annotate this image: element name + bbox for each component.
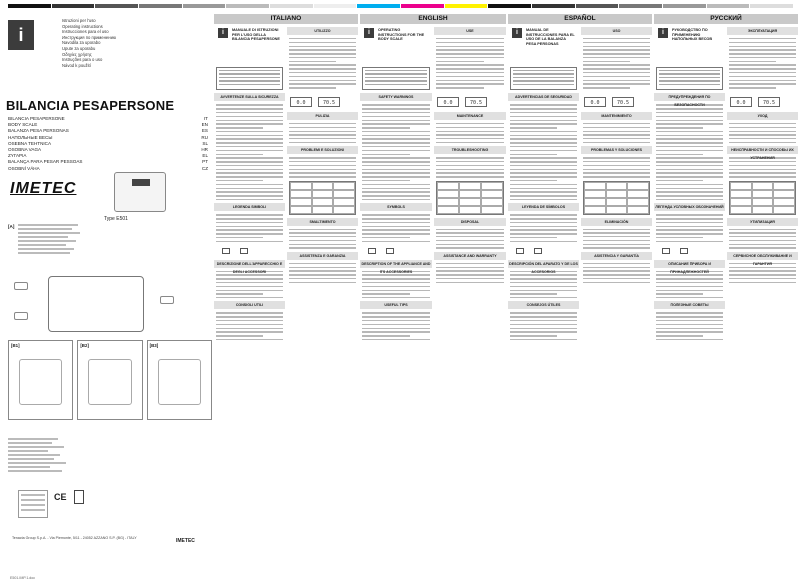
warning-symbol-icon <box>516 248 524 254</box>
calibration-swatch <box>488 4 531 8</box>
section-heading: TROUBLESHOOTING <box>434 146 506 154</box>
section-heading: AVVERTENZE SULLA SICUREZZA <box>214 93 285 101</box>
section-heading: УХОД <box>727 112 798 120</box>
calibration-swatch <box>619 4 662 8</box>
section-heading: UTILIZZO <box>287 27 358 35</box>
section-heading: SMALTIMENTO <box>287 218 358 226</box>
body-text <box>654 104 725 200</box>
troubleshooting-table <box>729 181 796 215</box>
diagram-callout <box>160 296 174 304</box>
figure-b3: [B3] <box>147 340 212 420</box>
diagram-callout <box>14 282 28 290</box>
section-heading: DISPOSAL <box>434 218 506 226</box>
section-heading: MAINTENANCE <box>434 112 506 120</box>
section-heading: USEFUL TIPS <box>360 301 432 309</box>
instructions-language-list <box>62 18 212 68</box>
language-intro-item: Navodila za uporabo <box>62 40 101 46</box>
cover-page <box>4 14 210 580</box>
body-text <box>360 104 432 200</box>
body-text <box>508 104 579 200</box>
type-label: Type E501 <box>104 216 128 222</box>
warning-symbol-icon <box>662 248 670 254</box>
text-subcolumn <box>434 24 506 286</box>
display-readout: 70.5 <box>318 97 340 107</box>
warning-symbol-icon <box>680 248 688 254</box>
section-heading: СЕРВИСНОЕ ОБСЛУЖИВАНИЕ И ГАРАНТИЯ <box>727 252 798 260</box>
language-code-item: EL <box>202 153 208 159</box>
text-subcolumn <box>360 24 432 343</box>
symbol-icons <box>508 245 579 257</box>
warning-symbol-icon <box>386 248 394 254</box>
language-code-item: RU <box>201 134 208 140</box>
display-readout: 70.5 <box>465 97 487 107</box>
language-intro-item: Istruzioni per l'uso <box>62 18 96 23</box>
display-readout: 0.0 <box>290 97 312 107</box>
section-heading: ASSISTANCE AND WARRANTY <box>434 252 506 260</box>
calibration-swatch <box>314 4 357 8</box>
section-heading: ЛЕГЕНДА УСЛОВНЫХ ОБОЗНАЧЕНИЙ <box>655 205 724 210</box>
section-heading: PROBLEMI E SOLUZIONI <box>287 146 358 154</box>
language-column-1 <box>360 14 506 559</box>
text-subcolumn <box>654 24 725 343</box>
brand-logo-small: IMETEC <box>176 538 195 544</box>
diagram-callout <box>14 312 28 320</box>
figure-a-legend <box>18 224 88 256</box>
body-text <box>508 214 579 242</box>
language-intro-item: Οδηγίες χρήσης <box>62 51 92 57</box>
product-name-item: OSOBNA VAGA <box>8 147 42 153</box>
body-text <box>434 229 506 249</box>
calibration-swatch <box>401 4 444 8</box>
body-text <box>581 229 652 249</box>
section-heading: LEGENDA SIMBOLI <box>214 203 285 211</box>
calibration-swatch <box>663 4 706 8</box>
warning-box <box>510 67 577 90</box>
body-text <box>287 38 358 89</box>
print-code: E501.IMP.1.doc <box>10 576 36 580</box>
language-code-item: EN <box>201 122 208 128</box>
warning-box <box>656 67 723 90</box>
info-icon: i <box>8 20 34 50</box>
calibration-swatch <box>139 4 182 8</box>
section-heading: DESCRIZIONE DELL'APPARECCHIO E DEGLI ACCESSORI <box>214 260 285 268</box>
language-heading: ENGLISH <box>360 14 506 24</box>
text-subcolumn <box>581 24 652 286</box>
section-heading: ЭКСПЛУАТАЦИЯ <box>727 27 798 35</box>
body-text <box>434 157 506 177</box>
section-heading: LEYENDA DE SÍMBOLOS <box>508 203 579 211</box>
product-name-item: ΖΥΓΑΡΙΑ <box>8 153 27 159</box>
body-text <box>287 123 358 143</box>
troubleshooting-table <box>436 181 504 215</box>
language-intro-item: Instrucciones para el uso <box>62 29 109 35</box>
display-readout: 0.0 <box>730 97 752 107</box>
symbol-icons <box>360 245 432 257</box>
info-icon: i <box>658 28 668 38</box>
figure-a-label: [A] <box>8 224 15 229</box>
section-heading: ПОЛЕЗНЫЕ СОВЕТЫ <box>654 301 725 309</box>
section-heading: ELIMINACIÓN <box>581 218 652 226</box>
ce-mark-icon: CE <box>54 492 67 502</box>
text-subcolumn <box>287 24 358 286</box>
body-text <box>581 157 652 177</box>
section-heading: PROBLEMAS Y SOLUCIONES <box>581 146 652 154</box>
section-heading: ADVERTENCIAS DE SEGURIDAD <box>508 93 579 101</box>
calibration-swatch <box>357 4 400 8</box>
calibration-swatch <box>445 4 488 8</box>
technical-data-lines <box>8 438 78 474</box>
display-readout: 70.5 <box>612 97 634 107</box>
brand-logo: IMETEC <box>10 180 77 197</box>
color-calibration-strip <box>8 4 794 12</box>
section-heading: USE <box>434 27 506 35</box>
body-text <box>287 229 358 249</box>
section-heading: УТИЛИЗАЦИЯ <box>727 218 798 226</box>
rating-plate-icon <box>18 490 48 518</box>
calibration-swatch <box>576 4 619 8</box>
section-heading: CONSEJOS ÚTILES <box>508 301 579 309</box>
section-heading: ASISTENCIA Y GARANTÍA <box>581 252 652 260</box>
section-heading: ОПИСАНИЕ ПРИБОРА И ПРИНАДЛЕЖНОСТЕЙ <box>654 260 725 268</box>
symbol-icons <box>214 245 285 257</box>
recycle-bin-icon <box>74 490 84 504</box>
scale-plate-drawing <box>48 276 144 332</box>
section-heading: ПРЕДУПРЕЖДЕНИЯ ПО БЕЗОПАСНОСТИ <box>654 93 725 101</box>
product-name-item: OSOBNÍ VÁHA <box>8 165 40 171</box>
language-intro-item: Upute za uporabu <box>62 45 96 51</box>
body-text <box>727 229 798 249</box>
language-column-2 <box>508 14 652 559</box>
language-intro-item: Operating instructions <box>62 23 103 29</box>
body-text <box>434 123 506 143</box>
language-code-item: ES <box>201 128 208 134</box>
scale-diagram <box>10 272 210 334</box>
calibration-swatch <box>750 4 793 8</box>
section-heading: SAFETY WARNINGS <box>360 93 432 101</box>
language-intro-item: Instruções para o uso <box>62 57 103 63</box>
text-subcolumn <box>727 24 798 286</box>
display-readout: 0.0 <box>584 97 606 107</box>
scale-product-image <box>114 172 166 212</box>
section-heading: DESCRIPTION OF THE APPLIANCE AND ITS ACCESSORIES <box>361 261 431 274</box>
product-name-item: НАПОЛЬНЫЕ ВЕСЫ <box>8 134 53 140</box>
body-text <box>727 38 798 89</box>
body-text <box>214 312 285 340</box>
language-column-3 <box>654 14 798 559</box>
product-name-item: BALANZA PESA PERSONAS <box>8 128 69 134</box>
manual-title: РУКОВОДСТВО ПО ПРИМЕНЕНИЮ НАПОЛЬНЫХ ВЕСОВ <box>672 28 713 42</box>
info-icon: i <box>512 28 522 38</box>
body-text <box>287 157 358 177</box>
warning-symbol-icon <box>368 248 376 254</box>
body-text <box>434 38 506 89</box>
body-text <box>214 104 285 200</box>
text-subcolumn <box>214 24 285 343</box>
calibration-swatch <box>8 4 51 8</box>
section-heading: PULIZIA <box>287 112 358 120</box>
body-text <box>360 312 432 340</box>
language-heading: ESPAÑOL <box>508 14 652 24</box>
manufacturer-address: Tenacta Group S.p.A. - Via Piemonte, 5/11 - 24052 AZZANO S.P. (BG) - ITALY <box>12 536 137 540</box>
product-name-item: BALANÇA PARA PESAR PESSOAS <box>8 159 83 165</box>
body-text <box>581 263 652 283</box>
section-heading: MANTENIMIENTO <box>581 112 652 120</box>
warning-box <box>362 67 430 90</box>
info-icon: i <box>218 28 228 38</box>
manual-title: OPERATING INSTRUCTIONS FOR THE BODY SCALE <box>378 28 425 42</box>
scale-display-icon <box>132 179 150 186</box>
language-code-item: HR <box>201 147 208 153</box>
language-intro-item: Návod k použití <box>62 62 91 68</box>
calibration-swatch <box>532 4 575 8</box>
body-text <box>508 312 579 340</box>
text-subcolumn <box>508 24 579 343</box>
product-names-list <box>8 116 128 172</box>
language-heading: РУССКИЙ <box>654 14 798 24</box>
section-heading: SYMBOLS <box>360 203 432 211</box>
body-text <box>727 123 798 143</box>
language-code-item: SL <box>202 140 208 146</box>
body-text <box>654 214 725 242</box>
language-column-0 <box>214 14 358 559</box>
warning-symbol-icon <box>222 248 230 254</box>
body-text <box>581 123 652 143</box>
warning-box <box>216 67 283 90</box>
language-heading: ITALIANO <box>214 14 358 24</box>
manual-title: MANUALE DI ISTRUZIONI PER L'USO DELLA BILANCIA PESAPERSONE <box>232 28 280 42</box>
calibration-swatch <box>707 4 750 8</box>
section-heading: НЕИСПРАВНОСТИ И СПОСОБЫ ИХ УСТРАНЕНИЯ <box>727 146 798 154</box>
section-heading: ASSISTENZA E GARANZIA <box>287 252 358 260</box>
product-name-item: BILANCIA PESAPERSONE <box>8 116 65 121</box>
body-text <box>434 263 506 283</box>
section-heading: CONSIGLI UTILI <box>214 301 285 309</box>
calibration-swatch <box>52 4 95 8</box>
body-text <box>214 214 285 242</box>
language-code-item: CZ <box>201 165 208 171</box>
language-code-item: PT <box>202 159 208 165</box>
body-text <box>581 38 652 89</box>
section-heading: DESCRIPCIÓN DEL APARATO Y DE LOS ACCESORIOS <box>509 261 578 274</box>
calibration-swatch <box>183 4 226 8</box>
language-intro-item: Инструкция по применению <box>62 34 117 40</box>
troubleshooting-table <box>583 181 650 215</box>
product-title: BILANCIA PESAPERSONE <box>6 98 175 113</box>
calibration-swatch <box>95 4 138 8</box>
body-text <box>654 312 725 340</box>
product-name-item: BODY SCALE <box>8 122 38 128</box>
warning-symbol-icon <box>240 248 248 254</box>
calibration-swatch <box>270 4 313 8</box>
figure-row <box>8 340 212 420</box>
language-codes-list <box>190 116 208 172</box>
body-text <box>360 214 432 242</box>
warning-symbol-icon <box>534 248 542 254</box>
figure-b2: [B2] <box>77 340 142 420</box>
body-text <box>287 263 358 283</box>
figure-b1: [B1] <box>8 340 73 420</box>
manual-title: MANUAL DE INSTRUCCIONES PARA EL USO DE LA BALANZA PESA PERSONAS <box>526 28 575 46</box>
info-icon: i <box>364 28 374 38</box>
section-heading: USO <box>581 27 652 35</box>
display-readout: 0.0 <box>437 97 459 107</box>
product-name-item: OSEBNA TEHTNICA <box>8 140 52 146</box>
calibration-swatch <box>226 4 269 8</box>
display-readout: 70.5 <box>758 97 780 107</box>
symbol-icons <box>654 245 725 257</box>
language-code-item: IT <box>203 116 208 121</box>
troubleshooting-table <box>289 181 356 215</box>
